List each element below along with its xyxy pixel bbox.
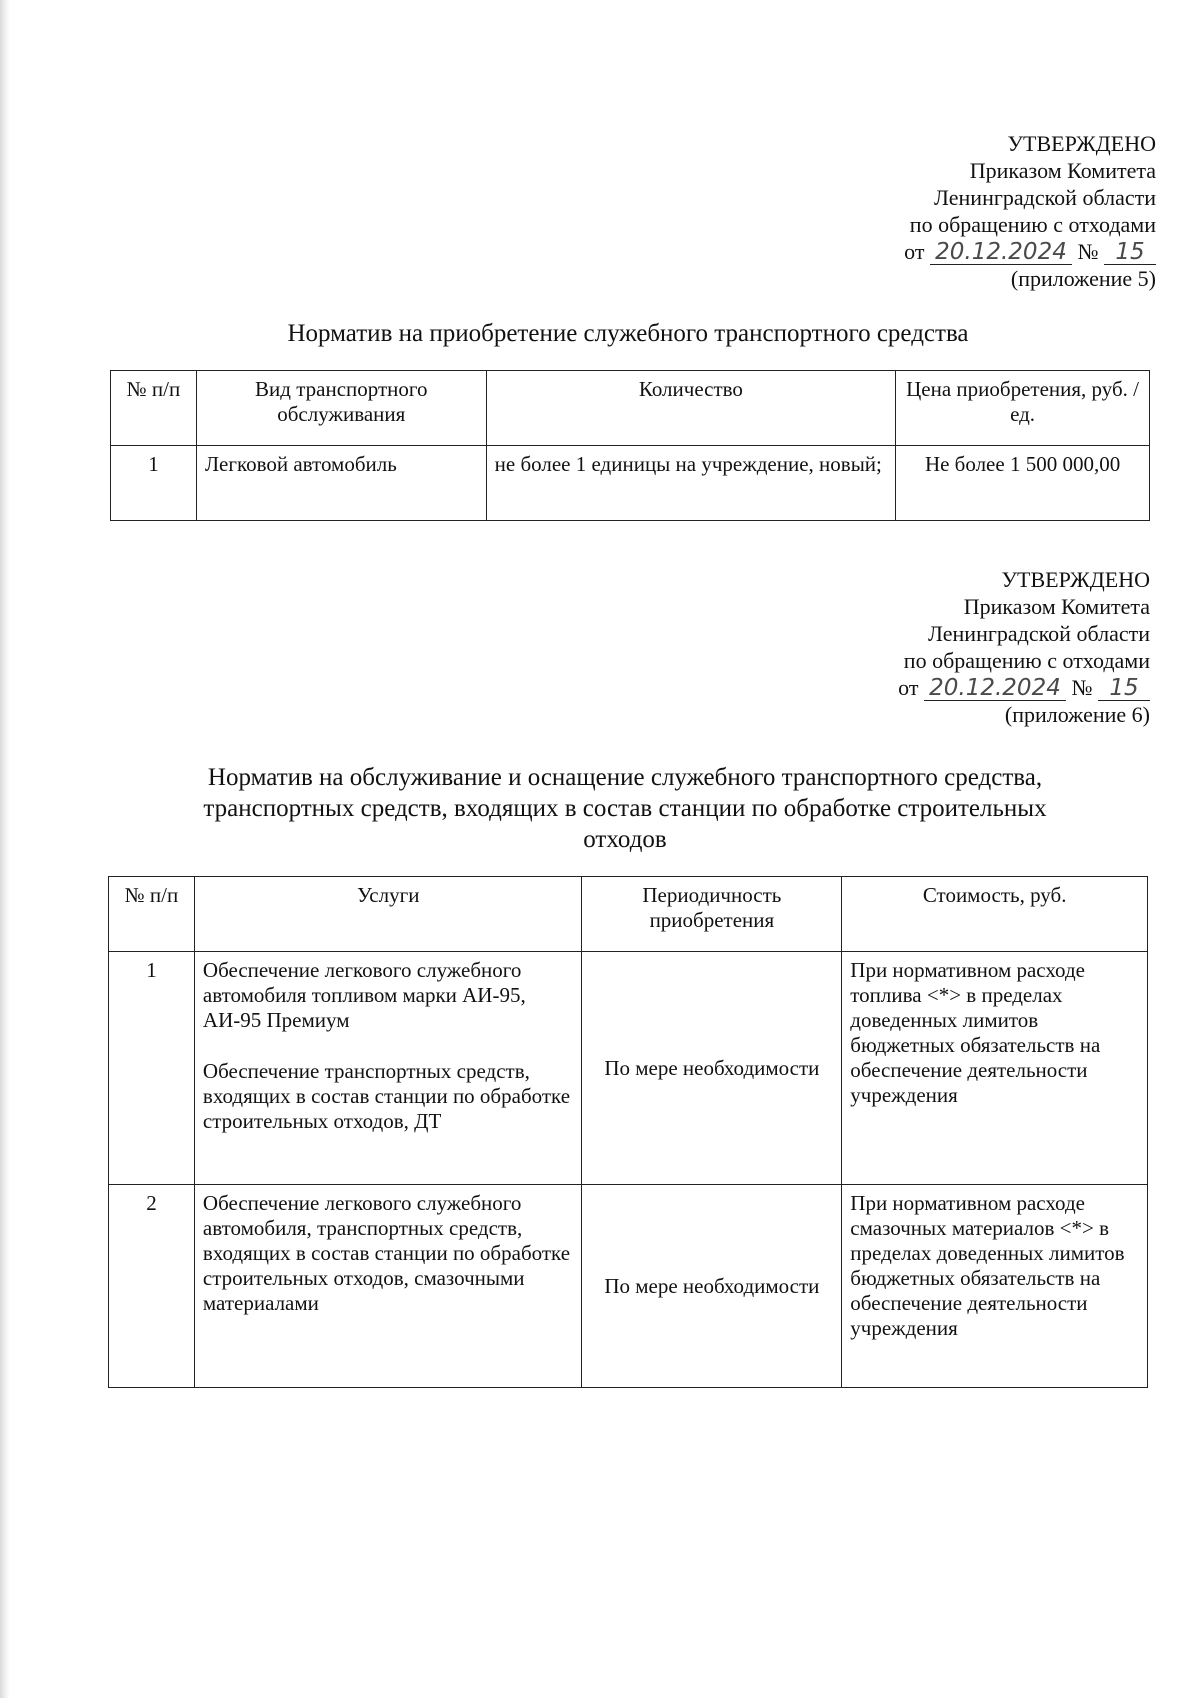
handwritten-date: 20.12.2024 bbox=[924, 676, 1066, 701]
service-text: Обеспечение легкового служебного автомобиля топливом марки АИ-95, АИ-95 Премиум bbox=[202, 958, 526, 1032]
handwritten-number: 15 bbox=[1098, 676, 1150, 701]
service-cost: При нормативном расходе смазочных материалов <*> в пределах доведенных лимитов бюджетных обязательств на обеспечение деятельности учреждения bbox=[842, 1185, 1148, 1388]
header-cell: Количество bbox=[486, 371, 896, 446]
scan-edge-shadow bbox=[0, 0, 10, 1698]
approval-order-line: Приказом Комитета bbox=[969, 158, 1156, 183]
approval-region-line: Ленинградской области bbox=[934, 185, 1156, 210]
service-text: Обеспечение транспортных средств, входящих в состав станции по обработке строительных отходов, ДТ bbox=[202, 1059, 571, 1133]
header-cell: Вид транспортного обслуживания bbox=[196, 371, 486, 446]
approval-block-appendix-5 bbox=[904, 130, 1156, 292]
vehicle-purchase-table bbox=[110, 370, 1150, 521]
document-title-1: Норматив на приобретение служебного транспортного средства bbox=[287, 320, 969, 347]
table-row bbox=[109, 952, 1148, 1185]
header-cell: Стоимость, руб. bbox=[842, 877, 1148, 952]
title-line: отходов bbox=[583, 826, 667, 853]
row-number: 1 bbox=[109, 952, 195, 1185]
header-cell: Услуги bbox=[194, 877, 582, 952]
date-prefix: от bbox=[898, 675, 919, 700]
transport-type: Легковой автомобиль bbox=[196, 446, 486, 521]
table-header-row bbox=[111, 371, 1150, 446]
number-sign: № bbox=[1077, 239, 1099, 264]
header-cell: № п/п bbox=[111, 371, 197, 446]
purchase-price: Не более 1 500 000,00 bbox=[896, 446, 1150, 521]
approval-block-appendix-6 bbox=[898, 566, 1150, 728]
approval-heading: УТВЕРЖДЕНО bbox=[1001, 567, 1150, 592]
table-header-row bbox=[109, 877, 1148, 952]
approval-order-line: Приказом Комитета bbox=[963, 594, 1150, 619]
approval-committee-line: по обращению с отходами bbox=[909, 212, 1156, 237]
approval-region-line: Ленинградской области bbox=[928, 621, 1150, 646]
row-number: 1 bbox=[111, 446, 197, 521]
appendix-label: (приложение 5) bbox=[1010, 266, 1156, 291]
approval-date-line bbox=[898, 674, 1150, 701]
title-line: транспортных средств, входящих в состав станции по обработке строительных bbox=[203, 795, 1047, 822]
handwritten-date: 20.12.2024 bbox=[930, 240, 1072, 265]
table-row bbox=[111, 446, 1150, 521]
approval-committee-line: по обращению с отходами bbox=[903, 648, 1150, 673]
header-cell: Цена приобретения, руб. /ед. bbox=[896, 371, 1150, 446]
table-row bbox=[109, 1185, 1148, 1388]
approval-heading: УТВЕРЖДЕНО bbox=[1007, 131, 1156, 156]
header-cell: Периодичность приобретения bbox=[582, 877, 842, 952]
purchase-frequency: По мере необходимости bbox=[582, 1185, 842, 1388]
row-number: 2 bbox=[109, 1185, 195, 1388]
service-description bbox=[194, 952, 582, 1185]
date-prefix: от bbox=[904, 239, 925, 264]
vehicle-service-table bbox=[108, 876, 1148, 1388]
header-cell: № п/п bbox=[109, 877, 195, 952]
number-sign: № bbox=[1071, 675, 1093, 700]
handwritten-number: 15 bbox=[1104, 240, 1156, 265]
service-description: Обеспечение легкового служебного автомобиля, транспортных средств, входящих в состав станции по обработке строительных отходов, смазочными материалами bbox=[194, 1185, 582, 1388]
service-cost: При нормативном расходе топлива <*> в пределах доведенных лимитов бюджетных обязательств на обеспечение деятельности учреждения bbox=[842, 952, 1148, 1185]
approval-date-line bbox=[904, 238, 1156, 265]
appendix-label: (приложение 6) bbox=[1004, 702, 1150, 727]
quantity: не более 1 единицы на учреждение, новый; bbox=[486, 446, 896, 521]
document-title-2 bbox=[100, 762, 1150, 855]
purchase-frequency: По мере необходимости bbox=[582, 952, 842, 1185]
title-line: Норматив на обслуживание и оснащение служебного транспортного средства, bbox=[207, 764, 1043, 791]
